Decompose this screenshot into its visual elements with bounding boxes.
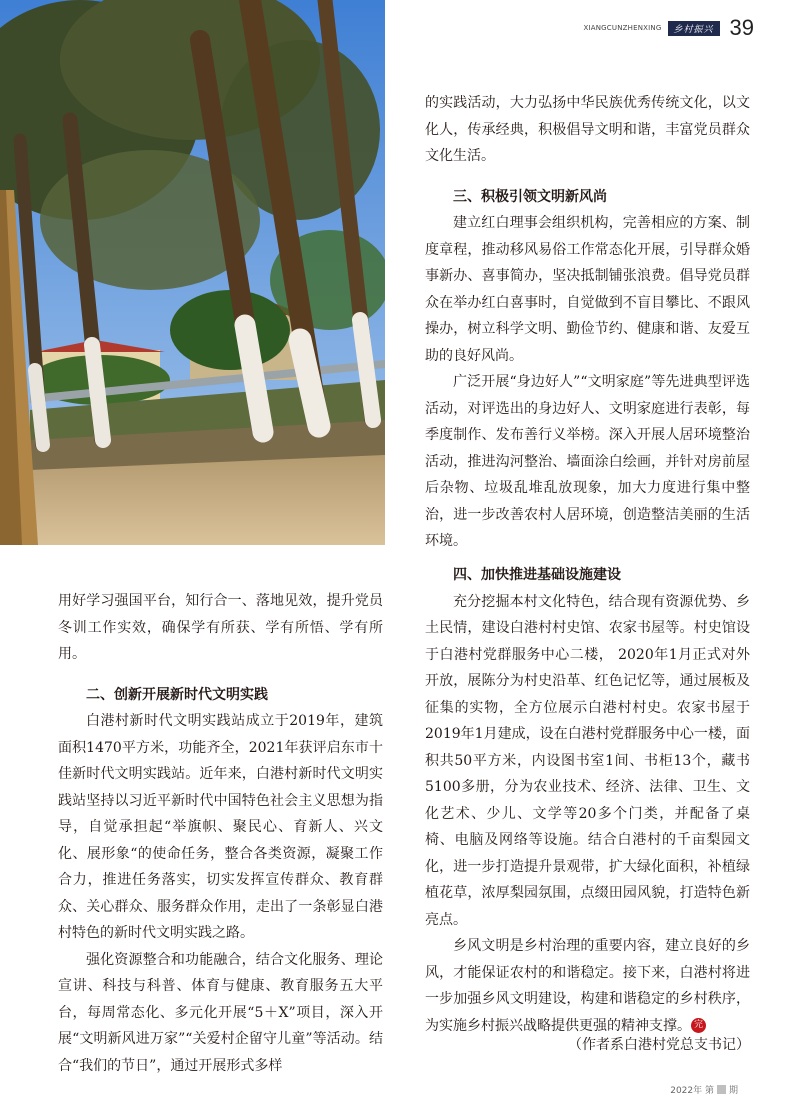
column-badge: 乡村振兴 xyxy=(668,21,720,36)
page-header xyxy=(584,14,755,42)
paragraph-red-white-council: 建立红白理事会组织机构，完善相应的方案、制度章程，推动移风易俗工作常态化开展，引导群众婚事新办、喜事简办，坚决抵制铺张浪费。倡导党员群众在举办红白喜事时，自觉做到不盲目攀比、不跟风操办，树立科学文明、勤俭节约、健康和谐、友爱互助的良好风尚。 xyxy=(425,215,750,364)
end-mark-icon: 完 xyxy=(691,1018,706,1033)
article-photo xyxy=(0,0,385,545)
conclusion-text: 乡风文明是乡村治理的重要内容，建立良好的乡风，才能保证农村的和谐稳定。接下来，白港村将进一步加强乡风文明建设，构建和谐稳定的乡村秩序，为实施乡村振兴战略提供更强的精神支撑。 xyxy=(425,938,750,1034)
right-column-lower xyxy=(425,562,750,1039)
right-column-upper xyxy=(425,90,750,555)
paragraph-good-people: 广泛开展“身边好人”“文明家庭”等先进典型评选活动，对评选出的身边好人、文明家庭进行表彰，每季度制作、发布善行义举榜。深入开展人居环境整治活动，推进沟河整治、墙面涂白绘画，并针对房前屋后杂物、垃圾乱堆乱放现象，加大力度进行集中整治，进一步改善农村人居环境，创造整洁美丽的生活环境。 xyxy=(425,374,750,549)
paragraph-infrastructure: 充分挖掘本村文化特色，结合现有资源优势、乡土民情，建设白港村村史馆、农家书屋等。村史馆设于白港村党群服务中心二楼， 2020年1月正式对外开放，展陈分为村史沿革、红色记忆等，通过展板及征集的实物，全方位展示白港村村史。农家书屋于2019年1月建成，设在白港村党群服务中心一楼，面积共50平方米，内设图书室1间、书柜13个，藏书5100多册，分为农业技术、经济、法律、卫生、文化艺术、少儿、文学等20多个门类，并配备了桌椅、电脑及网络等设施。结合白港村的千亩梨园文化，进一步打造提升景观带，扩大绿化面积，补植绿植花草，浓厚梨园氛围，点缀田园风貌，打造特色新亮点。 xyxy=(425,593,750,928)
right-continue-paragraph: 的实践活动，大力弘扬中华民族优秀传统文化，以文化人，传承经典，积极倡导文明和谐，丰富党员群众文化生活。 xyxy=(425,95,750,164)
author-note: （作者系白港村党总支书记） xyxy=(568,1037,750,1053)
issue-number-box xyxy=(717,1085,726,1094)
page-footer xyxy=(670,1083,738,1096)
page-number: 39 xyxy=(729,15,754,40)
paragraph-resource-integration: 强化资源整合和功能融合，结合文化服务、理论宣讲、科技与科普、体育与健康、教育服务五大平台，每周常态化、多元化开展“5＋X”项目，深入开展“文明新风进万家”“关爱村企留守儿童”等活动。结合“我们的节日”，通过开展形式多样 xyxy=(58,951,383,1074)
column-pinyin: XIANGCUNZHENXING xyxy=(583,24,662,32)
footer-year: 2022年 第 xyxy=(670,1086,714,1096)
left-continue-paragraph: 用好学习强国平台，知行合一、落地见效，提升党员冬训工作实效，确保学有所获、学有所悟、学有所用。 xyxy=(58,593,383,662)
section-heading-3: 三、积极引领文明新风尚 xyxy=(453,188,607,205)
section-heading-2: 二、创新开展新时代文明实践 xyxy=(86,686,268,703)
left-column xyxy=(58,588,383,1079)
section-heading-4: 四、加快推进基础设施建设 xyxy=(453,567,621,583)
paragraph-conclusion xyxy=(425,933,750,1039)
footer-issue-suffix: 期 xyxy=(728,1086,738,1096)
paragraph-practice-station: 白港村新时代文明实践站成立于2019年，建筑面积1470平方米，功能齐全，2021年获评启东市十佳新时代文明实践站。近年来，白港村新时代文明实践站坚持以习近平新时代中国特色社会主义思想为指导，自觉承担起“举旗帜、聚民心、育新人、兴文化、展形象“的使命任务，整合各类资源，凝聚工作合力，推进任务落实，切实发挥宣传群众、教育群众、关心群众、服务群众作用，走出了一条彰显白港村特色的新时代文明实践之路。 xyxy=(58,713,383,941)
